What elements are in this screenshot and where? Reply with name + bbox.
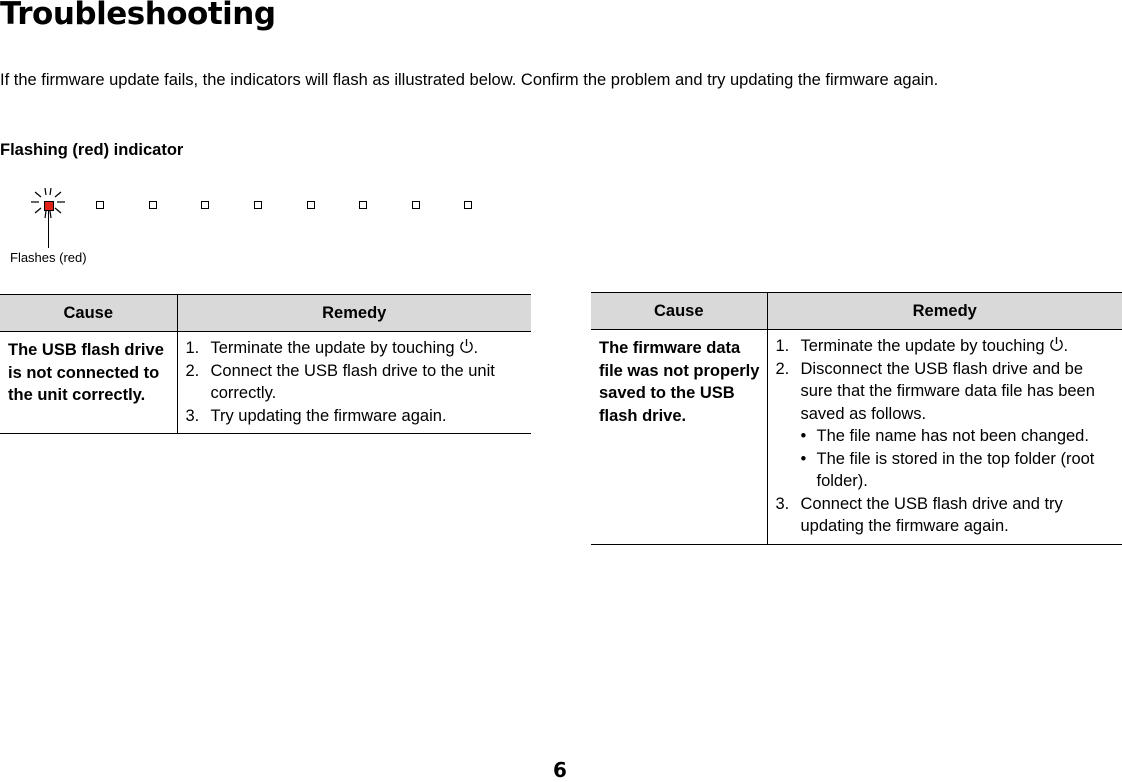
cause-header: Cause — [0, 295, 177, 332]
remedy-steps — [776, 335, 1117, 538]
table-row — [591, 330, 1122, 545]
step-suffix: . — [1063, 337, 1069, 355]
indicator-led — [307, 201, 315, 209]
cause-cell: The USB flash drive is not connected to the unit correctly. — [0, 332, 177, 434]
section-heading: Flashing (red) indicator — [0, 141, 184, 159]
step-suffix: . — [473, 339, 479, 357]
remedy-header: Remedy — [767, 293, 1122, 330]
remedy-bullet: • The file is stored in the top folder (root folder). — [800, 449, 1095, 490]
indicator-led — [464, 201, 472, 209]
remedy-steps — [186, 337, 526, 427]
power-icon — [459, 338, 474, 355]
step-text: Connect the USB flash drive and try updating the firmware again. — [800, 494, 1063, 535]
cause-cell: The firmware data file was not properly saved to the USB flash drive. — [591, 330, 767, 545]
step-number: 1. — [185, 339, 200, 357]
remedy-step — [186, 337, 526, 360]
step-number: 2. — [185, 361, 200, 380]
indicator-led — [96, 201, 104, 209]
indicator-led — [254, 201, 262, 209]
bullet-text: The file is stored in the top folder (root folder). — [816, 449, 1095, 490]
remedy-bullet: • The file name has not been changed. — [800, 427, 1089, 445]
remedy-header: Remedy — [177, 295, 531, 332]
intro-text: If the firmware update fails, the indicators will flash as illustrated below. Confirm the problem and try updating the firmware again. — [0, 71, 939, 89]
indicator-led — [359, 201, 367, 209]
remedy-step — [776, 493, 1117, 538]
remedy-step — [776, 335, 1117, 358]
indicator-led — [201, 201, 209, 209]
indicator-led — [149, 201, 157, 209]
remedy-step — [186, 405, 526, 428]
step-number: 3. — [185, 406, 200, 425]
step-text: Terminate the update by touching — [800, 337, 1045, 355]
step-text: Try updating the firmware again. — [210, 406, 447, 425]
indicator-led — [412, 201, 420, 209]
callout-line — [48, 210, 49, 248]
remedy-sub-list — [801, 425, 1117, 493]
flashing-indicator-led — [44, 201, 54, 211]
step-text: Connect the USB flash drive to the unit correctly. — [210, 361, 495, 402]
cause-header: Cause — [591, 293, 767, 330]
page-title: Troubleshooting — [0, 0, 276, 32]
step-number: 2. — [775, 359, 790, 378]
troubleshooting-table-2 — [591, 292, 1122, 545]
indicator-illustration — [0, 180, 520, 270]
troubleshooting-table-1 — [0, 294, 531, 434]
indicator-callout-label: Flashes (red) — [10, 250, 87, 265]
step-number: 3. — [775, 494, 790, 513]
step-number: 1. — [775, 337, 790, 355]
table-row — [0, 332, 531, 434]
remedy-step — [186, 360, 526, 405]
step-text: Disconnect the USB flash drive and be sure that the firmware data file has been saved as follows. — [800, 359, 1095, 423]
remedy-step — [776, 358, 1117, 493]
step-text: Terminate the update by touching — [210, 339, 455, 357]
remedy-cell — [767, 330, 1122, 545]
bullet-text: The file name has not been changed. — [816, 427, 1089, 445]
page-number: 6 — [553, 758, 567, 782]
remedy-cell — [177, 332, 531, 434]
power-icon — [1049, 336, 1064, 353]
